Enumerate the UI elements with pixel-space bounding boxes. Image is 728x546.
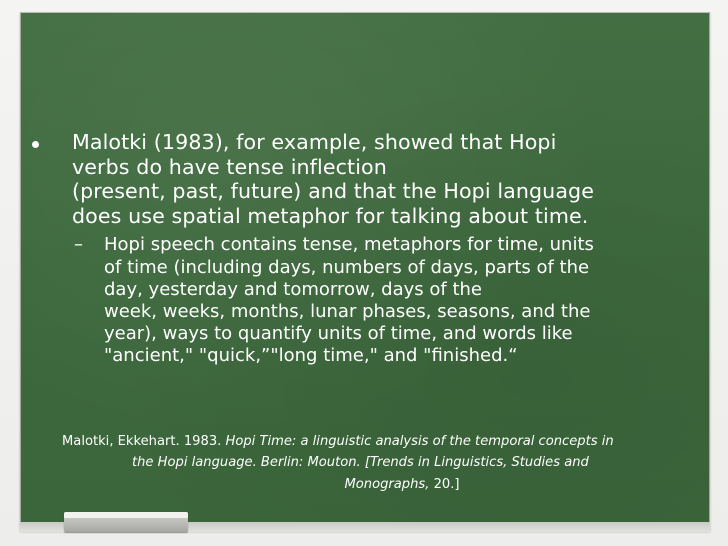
main-bullet-line-4: does use spatial metaphor for talking about time.	[72, 203, 589, 228]
eraser-top	[64, 512, 188, 518]
citation	[62, 431, 702, 495]
sub-bullet-line-6: "ancient," "quick,”"long time," and "finished.“	[104, 345, 518, 367]
sub-bullet-line-2: of time (including days, numbers of days, parts of the	[104, 256, 590, 278]
citation-title-part-1: Hopi Time: a linguistic analysis of the temporal concepts in	[225, 434, 614, 449]
main-bullet-line-1: Malotki (1983), for example, showed that Hopi	[72, 130, 557, 154]
citation-line-1	[62, 431, 702, 452]
sub-bullet-line-5: year), ways to quantify units of time, and words like	[104, 323, 573, 345]
sub-bullet-line-3: day, yesterday and tomorrow, days of the	[104, 278, 482, 300]
main-bullet-line-3: (present, past, future) and that the Hopi language	[72, 179, 594, 204]
sub-bullet-line-4: week, weeks, months, lunar phases, seasons, and the	[104, 300, 591, 322]
sub-bullet-dash: –	[74, 234, 83, 256]
citation-line-3	[62, 474, 702, 495]
bullet-dot-icon	[32, 141, 39, 148]
slide-content	[26, 130, 698, 368]
main-bullet	[26, 130, 698, 228]
citation-title-part-3: Monographs,	[344, 476, 430, 492]
corner-mark	[0, 0, 8, 8]
sub-bullet	[26, 234, 698, 367]
sub-bullet-line-1: Hopi speech contains tense, metaphors for time, units	[104, 234, 594, 256]
citation-author-year: Malotki, Ekkehart. 1983.	[62, 434, 222, 449]
citation-volume: 20.]	[429, 476, 460, 492]
citation-title-part-2: the Hopi language. Berlin: Mouton. [Trends in Linguistics, Studies and	[132, 455, 589, 471]
main-bullet-line-2: verbs do have tense inflection	[72, 154, 387, 179]
